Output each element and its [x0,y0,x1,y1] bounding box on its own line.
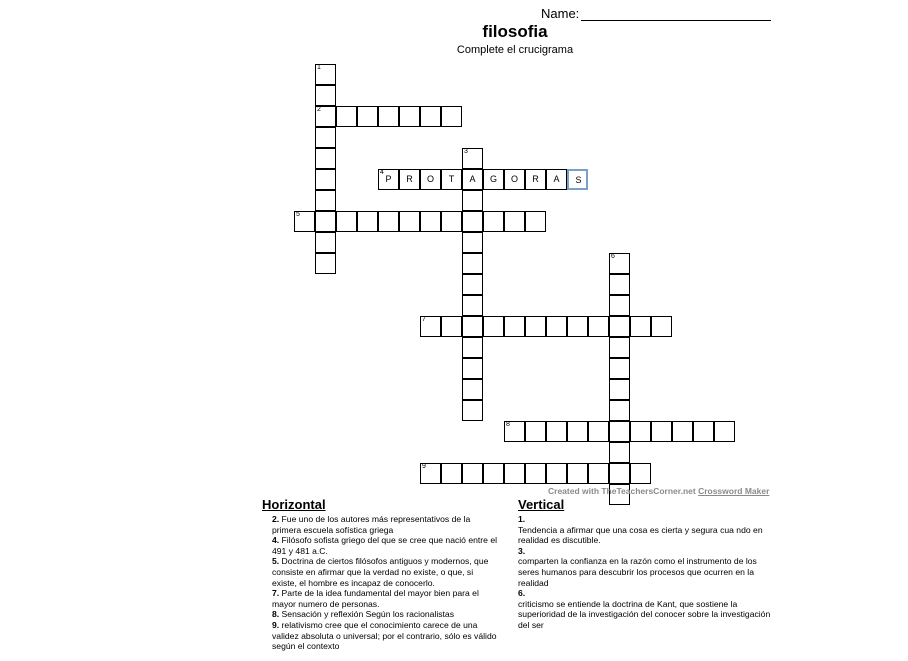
grid-cell[interactable] [315,64,336,85]
clue-text: Parte de la idea fundamental del mayor bien para el mayor numero de personas. [272,588,479,609]
vertical-clue-list [518,514,774,631]
grid-cell[interactable] [399,106,420,127]
grid-cell[interactable] [546,316,567,337]
grid-cell[interactable] [294,211,315,232]
grid-cell[interactable] [357,211,378,232]
vertical-clue [518,588,774,630]
clue-text: comparten la confianza en la razón como el instrumento de los seres humanos para descubrir los procesos que ocurren en la realidad [518,556,757,588]
grid-cell[interactable] [336,211,357,232]
grid-cell[interactable] [483,169,504,190]
horizontal-clues [262,497,498,652]
cell-letter: G [489,174,497,184]
grid-cell[interactable] [588,421,609,442]
grid-cell[interactable] [609,295,630,316]
clue-text: relativismo cree que el conocimiento carece de una validez absoluta o universal; por el contrario, sólo es válido según el contexto [272,619,497,652]
clue-number: 8 [506,421,510,428]
grid-cell[interactable] [609,400,630,421]
horizontal-clue [262,588,498,609]
vertical-heading: Vertical [518,497,565,512]
cell-letter: O [510,174,518,184]
grid-cell[interactable] [609,463,630,484]
grid-cell[interactable] [525,421,546,442]
cell-letter: P [385,174,392,184]
grid-cell[interactable] [462,316,483,337]
grid-cell[interactable] [525,463,546,484]
grid-cell[interactable] [714,421,735,442]
grid-cell[interactable] [525,211,546,232]
grid-cell[interactable] [504,463,525,484]
grid-cell[interactable] [462,148,483,169]
grid-cell[interactable] [462,169,483,190]
grid-cell[interactable] [546,463,567,484]
grid-cell[interactable] [357,106,378,127]
grid-cell[interactable] [567,463,588,484]
grid-cell[interactable] [567,421,588,442]
clue-number: 9 [422,463,426,470]
vertical-clue [518,514,774,546]
grid-cell[interactable] [462,337,483,358]
grid-cell[interactable] [630,421,651,442]
horizontal-clue [262,620,498,652]
grid-cell[interactable] [567,316,588,337]
clue-number-label: 2. [272,514,280,524]
grid-cell[interactable] [462,379,483,400]
grid-cell[interactable] [483,316,504,337]
grid-cell[interactable] [336,106,357,127]
horizontal-clue [262,514,498,535]
clue-number: 2 [317,106,321,113]
clue-number: 5 [296,211,300,218]
grid-cell[interactable] [420,463,441,484]
grid-cell[interactable] [420,211,441,232]
cell-letter: R [406,174,413,184]
clue-number-label: 4. [272,535,280,546]
puzzle-subtitle: Complete el crucigrama [456,44,574,56]
grid-cell[interactable] [525,169,546,190]
clue-number: 7 [422,316,426,323]
clue-text: Fue uno de los autores más representativos de la primera escuela sofística griega [272,514,471,535]
grid-cell[interactable] [462,190,483,211]
clue-number-label: 7. [272,588,280,599]
cell-letter: A [553,174,560,184]
grid-cell[interactable] [546,421,567,442]
grid-cell[interactable] [462,211,483,232]
grid-cell[interactable] [441,316,462,337]
grid-cell[interactable] [315,148,336,169]
grid-cell[interactable] [399,169,420,190]
grid-cell[interactable] [315,211,336,232]
grid-cell[interactable] [315,232,336,253]
clue-number: 3 [464,148,468,155]
grid-cell[interactable] [609,421,630,442]
clue-number-label: 5. [272,556,280,567]
vertical-clue [518,546,774,588]
clue-text: Filósofo sofista griego del que se cree que nació entre el 491 y 481 a.C. [272,535,498,556]
crossword-maker-link[interactable]: Crossword Maker [698,486,770,496]
grid-cell[interactable] [588,316,609,337]
grid-cell[interactable] [378,169,399,190]
grid-cell[interactable] [315,190,336,211]
grid-cell[interactable] [525,316,546,337]
clue-number: 6 [611,253,615,260]
grid-cell[interactable] [462,400,483,421]
grid-cell[interactable] [315,169,336,190]
credit-text: Created with TheTeachersCorner.net [548,486,696,496]
grid-cell[interactable] [504,211,525,232]
grid-cell[interactable] [462,253,483,274]
cell-letter: R [532,174,539,184]
grid-cell[interactable] [315,253,336,274]
name-label: Name: [541,6,580,21]
grid-cell[interactable] [462,295,483,316]
cell-letter: A [469,174,476,184]
clue-text: Doctrina de ciertos filósofos antiguos y modernos, que consiste en afirmar que la verdad no existe, o que, si existe, el hombre es incapaz de conocerlo. [272,556,489,588]
grid-cell[interactable] [672,421,693,442]
grid-cell[interactable] [609,358,630,379]
grid-cell[interactable] [441,169,462,190]
clue-number-label: 8. [272,609,280,620]
grid-cell[interactable] [420,169,441,190]
cell-letter: S [575,175,582,185]
grid-cell[interactable] [609,379,630,400]
grid-cell[interactable] [462,358,483,379]
clue-text: Sensación y reflexión Según los racionalistas [279,609,455,620]
clue-text: Tendencia a afirmar que una cosa es cierta y segura cua ndo en realidad es discutible. [518,524,763,546]
clue-number: 4 [380,169,384,176]
grid-cell[interactable] [546,169,567,190]
grid-cell[interactable] [609,274,630,295]
grid-cell[interactable] [315,127,336,148]
grid-cell[interactable] [651,421,672,442]
grid-cell[interactable] [609,316,630,337]
grid-cell[interactable] [609,337,630,358]
horizontal-clue [262,535,498,556]
grid-cell[interactable] [630,316,651,337]
grid-cell[interactable] [315,106,336,127]
clue-text: criticismo se entiende la doctrina de Kant, que sostiene la superioridad de la investigación del conocer sobre la investigación del ser [518,598,771,630]
grid-cell[interactable] [462,463,483,484]
horizontal-heading: Horizontal [262,497,326,512]
cell-letter: O [426,174,434,184]
grid-cell[interactable] [483,463,504,484]
vertical-clues [518,497,774,631]
grid-cell[interactable] [588,463,609,484]
clue-number-label: 9. [272,619,280,630]
grid-cell[interactable] [693,421,714,442]
grid-cell[interactable] [378,211,399,232]
grid-cell[interactable] [483,211,504,232]
grid-cell[interactable] [504,316,525,337]
grid-cell[interactable] [651,316,672,337]
grid-cell[interactable] [609,442,630,463]
grid-cell[interactable] [504,421,525,442]
grid-cell[interactable] [420,106,441,127]
horizontal-clue-list [262,514,498,652]
horizontal-clue [262,609,498,620]
clue-number-label: 1. [518,514,526,524]
grid-cell[interactable] [441,106,462,127]
puzzle-title: filosofia [482,22,548,41]
grid-cell[interactable] [420,316,441,337]
grid-cell[interactable] [462,232,483,253]
cell-letter: T [448,174,455,184]
grid-cell[interactable] [609,253,630,274]
clue-number: 1 [317,64,321,71]
grid-cell[interactable] [441,463,462,484]
grid-cell[interactable] [399,211,420,232]
clue-number-label: 6. [518,588,526,599]
clue-number-label: 3. [518,545,526,556]
grid-cell[interactable] [378,106,399,127]
grid-cell[interactable] [567,169,588,190]
horizontal-clue [262,556,498,588]
grid-cell[interactable] [630,463,651,484]
grid-cell[interactable] [462,274,483,295]
grid-cell[interactable] [315,85,336,106]
grid-cell[interactable] [441,211,462,232]
grid-cell[interactable] [504,169,525,190]
credit-line [548,486,769,496]
